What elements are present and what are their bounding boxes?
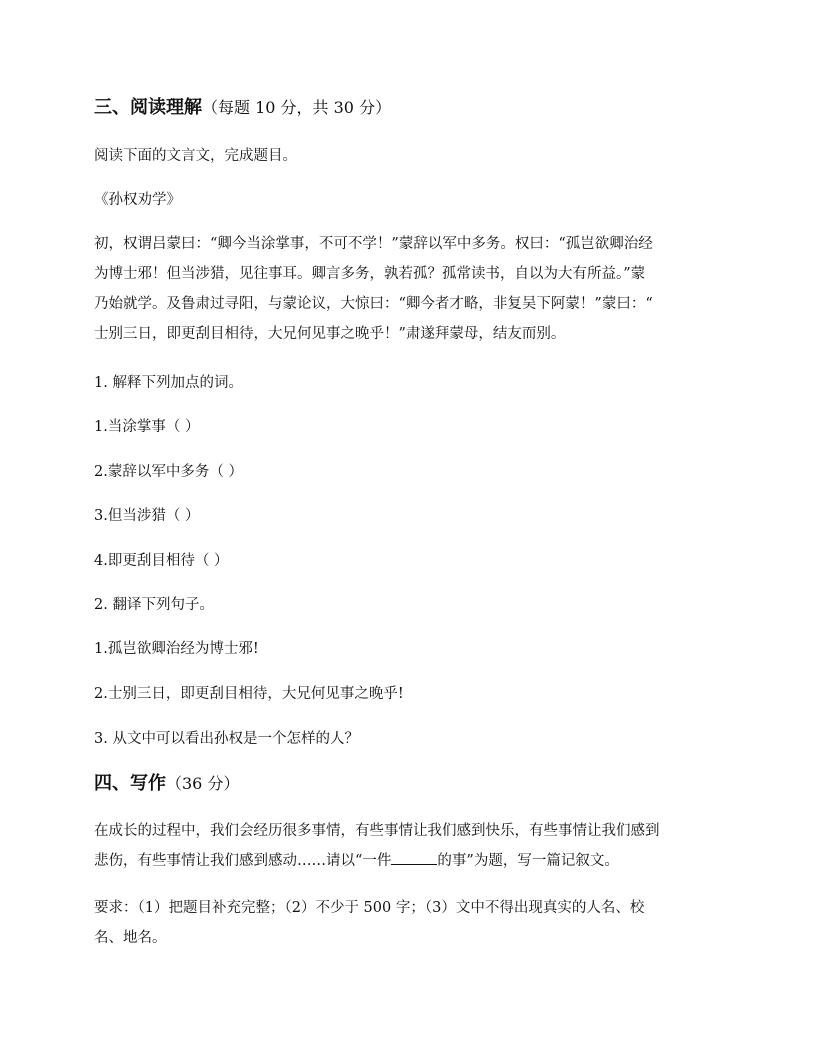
- passage-line: 为博士邪！但当涉猎，见往事耳。卿言多务，孰若孤？孤常读书，自以为大有所益。”蒙: [94, 266, 646, 282]
- requirements-line: 名、地名。: [94, 930, 167, 946]
- section-three-title: 三、阅读理解: [94, 97, 202, 118]
- writing-prompt-line: [94, 846, 722, 876]
- question-two-item: 1.孤岂欲卿治经为博士邪!: [94, 641, 259, 657]
- section-three-heading: [94, 96, 391, 120]
- section-four-title: 四、写作: [94, 773, 166, 794]
- writing-prompt-text: 悲伤，有些事情让我们感到感动……请以“一件: [94, 853, 392, 869]
- passage-title: 《孙权劝学》: [94, 192, 181, 208]
- passage-line: 初，权谓吕蒙曰：“卿今当涂掌事，不可不学！”蒙辞以军中多务。权曰：“孤岂欲卿治经: [94, 236, 653, 252]
- question-one-item: 4.即更刮目相待（ ）: [94, 553, 229, 569]
- writing-prompt-line: 在成长的过程中，我们会经历很多事情，有些事情让我们感到快乐，有些事情让我们感到: [94, 823, 660, 839]
- title-blank: [391, 850, 437, 865]
- writing-prompt: [94, 816, 722, 876]
- question-one-item: 2.蒙辞以军中多务（ ）: [94, 464, 243, 480]
- question-three-stem: 3. 从文中可以看出孙权是一个怎样的人？: [94, 731, 359, 747]
- document-page: [94, 0, 722, 1056]
- question-two-stem: 2. 翻译下列句子。: [94, 597, 214, 613]
- passage-text: [94, 229, 722, 349]
- section-three-score-note: （每题 10 分，共 30 分）: [202, 98, 392, 117]
- reading-instruction: 阅读下面的文言文，完成题目。: [94, 148, 297, 164]
- section-four-heading: [94, 772, 239, 796]
- question-one-stem: 1. 解释下列加点的词。: [94, 375, 243, 391]
- passage-line: 乃始就学。及鲁肃过寻阳，与蒙论议，大惊曰：“卿今者才略，非复吴下阿蒙！”蒙曰：“: [94, 296, 653, 312]
- question-two-item: 2.士别三日，即更刮目相待，大兄何见事之晚乎!: [94, 686, 404, 702]
- writing-requirements: [94, 893, 722, 953]
- requirements-line: 要求：（1）把题目补充完整；（2）不少于 500 字；（3）文中不得出现真实的人名、校: [94, 900, 645, 916]
- section-four-score-note: （36 分）: [166, 774, 240, 793]
- question-one-item: 1.当涂掌事（ ）: [94, 419, 200, 435]
- question-one-item: 3.但当涉猎（ ）: [94, 508, 200, 524]
- passage-line: 士别三日，即更刮目相待，大兄何见事之晚乎！”肃遂拜蒙母，结友而别。: [94, 326, 566, 342]
- writing-prompt-text: 的事”为题，写一篇记叙文。: [437, 853, 619, 869]
